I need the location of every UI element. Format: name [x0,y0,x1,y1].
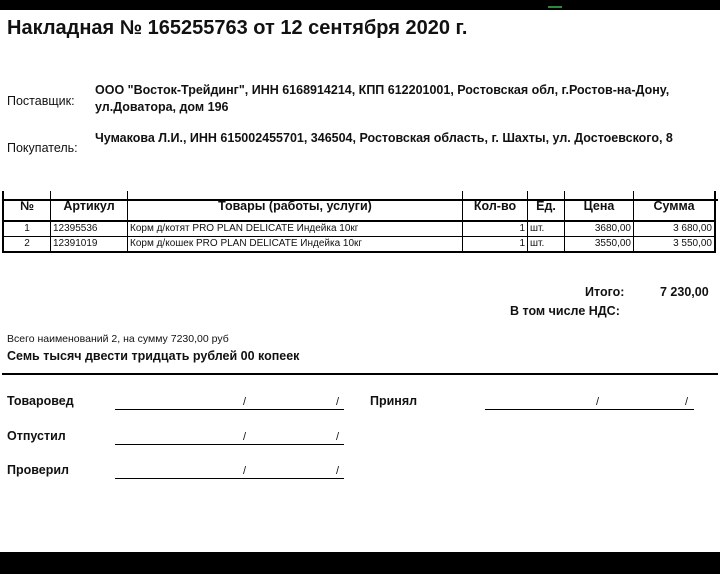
cell-goods: Корм д/котят PRO PLAN DELICATE Индейка 10кг [128,221,463,237]
total-label: Итого: [585,285,625,299]
accepted-signature-line [485,409,694,410]
amount-in-words: Семь тысяч двести тридцать рублей 00 копеек [7,349,300,363]
cell-article: 12391019 [51,237,128,253]
cell-unit: шт. [528,237,565,253]
col-goods: Товары (работы, услуги) [128,191,463,221]
accepted-label: Принял [370,394,418,408]
accepted-slash-2: / [685,396,689,408]
cell-qty: 1 [463,221,528,237]
vat-label: В том числе НДС: [510,304,620,318]
cell-article: 12395536 [51,221,128,237]
table-row [3,237,715,253]
cell-unit: шт. [528,221,565,237]
cell-sum: 3 550,00 [634,237,716,253]
checked-slash-2: / [336,465,340,477]
merchandiser-slash-1: / [243,396,247,408]
table-row [3,221,715,237]
table-header-row [3,191,715,221]
document-title: Накладная № 165255763 от 12 сентября 2020 г. [7,17,468,39]
cell-sum: 3 680,00 [634,221,716,237]
summary-line: Всего наименований 2, на сумму 7230,00 руб [7,333,229,345]
cell-number: 1 [3,221,51,237]
items-table [2,191,716,253]
buyer-value: Чумакова Л.И., ИНН 615002455701, 346504, Ростовская область, г. Шахты, ул. Достоевского, 8 [95,131,673,145]
col-sum: Сумма [634,191,716,221]
merchandiser-signature-line [115,409,344,410]
checked-label: Проверил [7,463,69,477]
merchandiser-slash-2: / [336,396,340,408]
buyer-label: Покупатель: [7,141,78,155]
released-label: Отпустил [7,429,66,443]
cell-goods: Корм д/кошек PRO PLAN DELICATE Индейка 10кг [128,237,463,253]
col-number: № [3,191,51,221]
released-slash-2: / [336,431,340,443]
total-value: 7 230,00 [660,285,709,299]
released-slash-1: / [243,431,247,443]
col-qty: Кол-во [463,191,528,221]
cell-qty: 1 [463,237,528,253]
supplier-value: ООО "Восток-Трейдинг", ИНН 6168914214, КПП 612201001, Ростовская обл, г.Ростов-на-Дону, ул.Доватора, дом 196 [95,83,670,114]
checked-signature-line [115,478,344,479]
cell-number: 2 [3,237,51,253]
col-unit: Ед. [528,191,565,221]
top-bar [0,0,720,10]
col-article: Артикул [51,191,128,221]
cell-price: 3680,00 [565,221,634,237]
merchandiser-label: Товаровед [7,394,74,408]
checked-slash-1: / [243,465,247,477]
accepted-slash-1: / [596,396,600,408]
released-signature-line [115,444,344,445]
supplier-label: Поставщик: [7,94,75,108]
signatures-top-rule [2,373,718,375]
col-price: Цена [565,191,634,221]
cell-price: 3550,00 [565,237,634,253]
status-indicator [548,6,562,8]
bottom-bar [0,552,720,574]
